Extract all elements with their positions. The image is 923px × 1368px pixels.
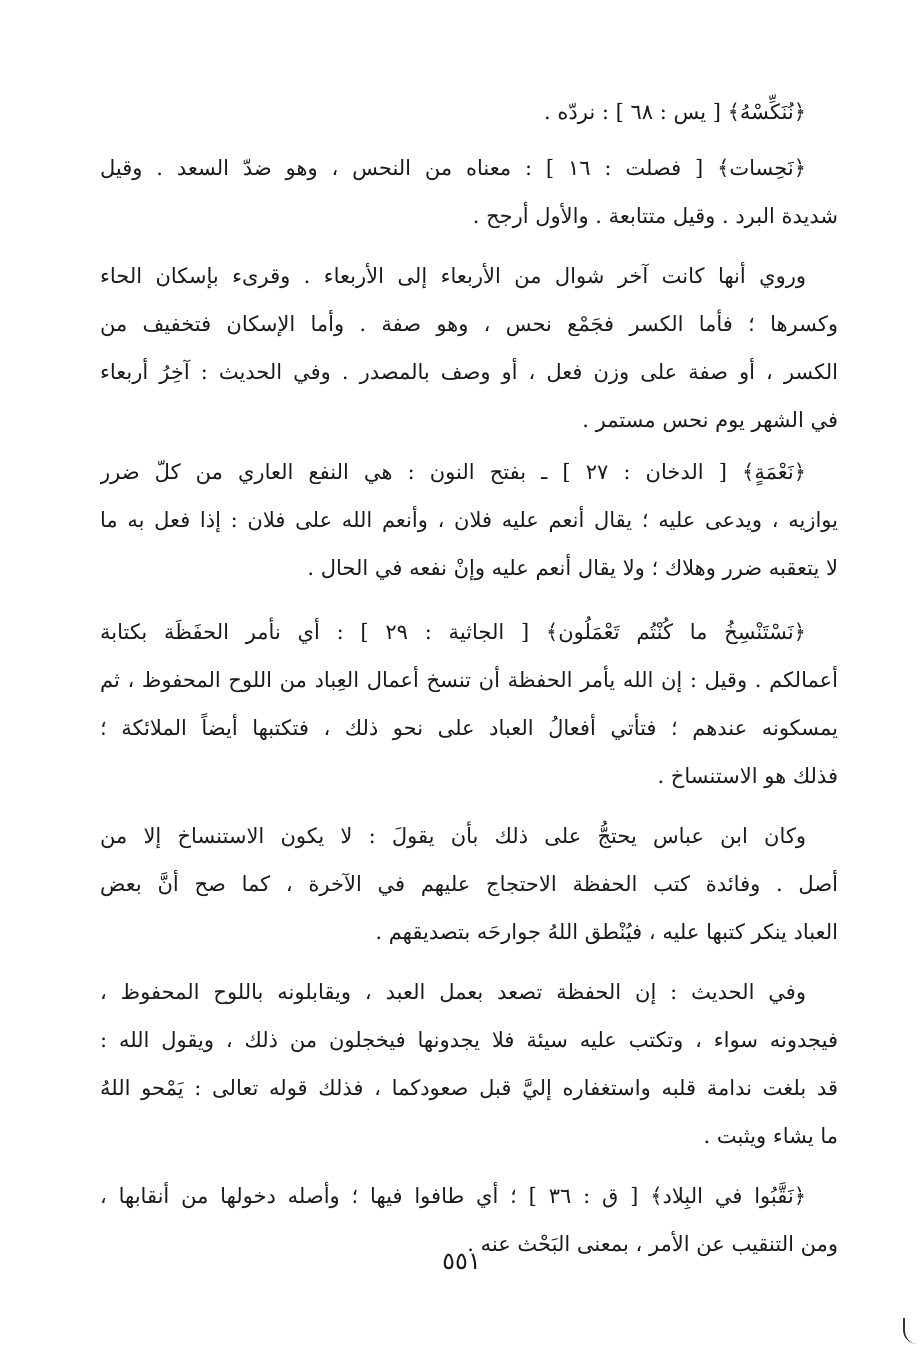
text-line: لا يتعقبه ضرر وهلاك ؛ ولا يقال أنعم عليه وإنْ نفعه في الحال .	[307, 556, 838, 580]
entry-nastansikhu	[100, 608, 838, 800]
page-number: ٥٥١	[442, 1247, 481, 1275]
text-line: وروي أنها كانت آخر شوال من الأربعاء إلى الأربعاء . وقرىء بإسكان الحاء	[100, 264, 806, 288]
paragraph-riwaya	[100, 252, 838, 444]
text-line: ﴿نُنَكِّسْهُ﴾ [ يس : ٦٨ ] : نردّه .	[544, 100, 806, 124]
entry-nunakkishu	[100, 88, 838, 136]
text-line: أصل . وفائدة كتب الحفظة الاحتجاج عليهم في الآخرة ، كما صح أنَّ بعض	[100, 872, 838, 896]
text-line: يوازيه ، ويدعى عليه ؛ يقال أنعم عليه فلان ، وأنعم الله على فلان : إذا فعل به ما	[100, 508, 838, 532]
text-line: فذلك هو الاستنساخ .	[657, 764, 838, 788]
page-edge-mark	[903, 1318, 917, 1344]
text-line: يمسكونه عندهم ؛ فتأتي أفعالُ العباد على نحو ذلك ، فتكتبها أيضاً الملائكة ؛	[100, 716, 838, 740]
paragraph-ibn-abbas	[100, 812, 838, 956]
paragraph-hadith	[100, 968, 838, 1160]
text-line: فيجدونه سواء ، وتكتب عليه سيئة فلا يجدونها فيخجلون من ذلك ، ويقول الله :	[100, 1028, 838, 1052]
page-body	[100, 88, 838, 1280]
text-line: العباد ينكر كتبها عليه ، فيُنْطق اللهُ جوارحَه بتصديقهم .	[375, 920, 838, 944]
entry-namah	[100, 448, 838, 592]
text-line: وفي الحديث : إن الحفظة تصعد بعمل العبد ، ويقابلونه باللوح المحفوظ ،	[100, 980, 806, 1004]
text-line: الكسر ، أو صفة على وزن فعل ، أو وصف بالمصدر . وفي الحديث : آخِرُ أربعاء	[100, 360, 838, 384]
entry-nahisat	[100, 144, 838, 240]
text-line: ﴿نَسْتَنْسِخُ ما كُنْتُم تَعْمَلُون﴾ [ الجاثية : ٢٩ ] : أي نأمر الحفَظَة بكتابة	[100, 620, 806, 644]
text-line: قد بلغت ندامة قلبه واستغفاره إليَّ قبل صعودكما ، فذلك قوله تعالى : يَمْحو اللهُ	[100, 1076, 838, 1100]
text-line: ﴿نَقَّبُوا في البِلاد﴾ [ ق : ٣٦ ] ؛ أي طافوا فيها ؛ وأصله دخولها من أنقابها ،	[100, 1184, 807, 1208]
text-line: وكسرها ؛ فأما الكسر فجَمْع نحس ، وهو صفة . وأما الإسكان فتخفيف من	[100, 312, 838, 336]
text-line: في الشهر يوم نحس مستمر .	[582, 408, 838, 432]
text-line: ﴿نَعْمَةٍ﴾ [ الدخان : ٢٧ ] ـ بفتح النون : هي النفع العاري من كلّ ضرر	[100, 460, 806, 484]
text-line: وكان ابن عباس يحتجُّ على ذلك بأن يقولَ : لا يكون الاستنساخ إلا من	[100, 824, 806, 848]
text-line: ﴿نَحِسات﴾ [ فصلت : ١٦ ] : معناه من النحس ، وهو ضدّ السعد . وقيل	[100, 156, 807, 180]
text-line: ومن التنقيب عن الأمر ، بمعنى البَحْث عنه .	[467, 1232, 838, 1256]
text-line: ما يشاء ويثبت .	[703, 1124, 838, 1148]
text-line: أعمالكم . وقيل : إن الله يأمر الحفظة أن تنسخ أعمال العِباد من اللوح المحفوظ ، ثم	[100, 668, 838, 692]
text-line: شديدة البرد . وقيل متتابعة . والأول أرجح .	[472, 204, 838, 228]
